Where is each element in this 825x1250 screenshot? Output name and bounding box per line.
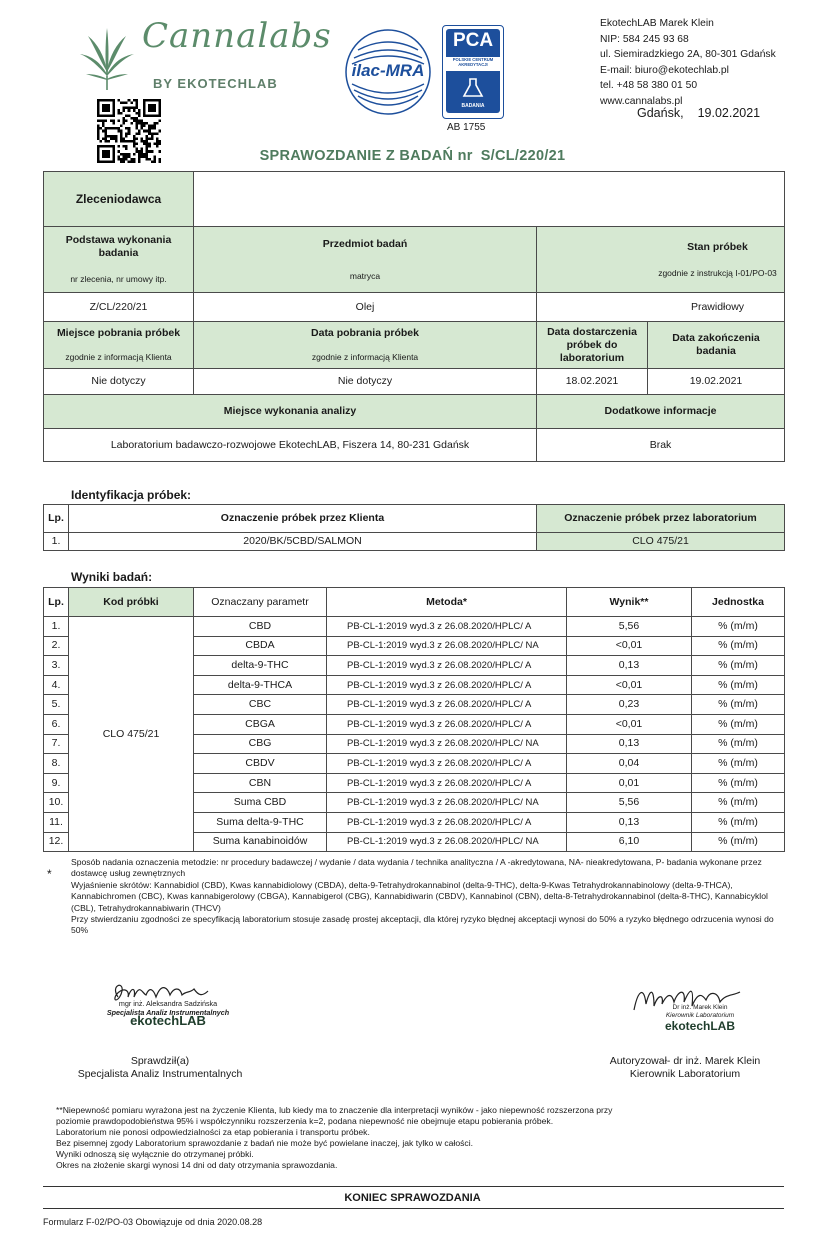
row-parameter: Suma kanabinoidów bbox=[194, 832, 327, 852]
subject-value: Olej bbox=[194, 293, 537, 322]
divider bbox=[43, 1186, 784, 1187]
analysis-place-value: Laboratorium badawczo-rozwojowe EkotechLAB, Fiszera 14, 80-231 Gdańsk bbox=[44, 429, 537, 462]
row-method: PB-CL-1:2019 wyd.3 z 26.08.2020/HPLC/ A bbox=[327, 773, 567, 793]
row-parameter: CBD bbox=[194, 617, 327, 637]
footer-note-line: poziomie prawdopodobieństwa 95% i współczynniku rozszerzenia k=2, podana niepewność nie obejmuje etapu pobierania próbek. bbox=[56, 1116, 554, 1126]
row-result: 0,13 bbox=[567, 656, 692, 676]
row-unit: % (m/m) bbox=[692, 695, 785, 715]
row-result: <0,01 bbox=[567, 636, 692, 656]
row-method: PB-CL-1:2019 wyd.3 z 26.08.2020/HPLC/ A bbox=[327, 714, 567, 734]
report-date-value: 19.02.2021 bbox=[697, 106, 761, 120]
state-label: Stan próbek bbox=[687, 240, 748, 253]
extra-info-value: Brak bbox=[537, 429, 785, 462]
row-lp: 7. bbox=[44, 734, 69, 754]
ilac-mra-text: ilac-MRA bbox=[351, 61, 425, 80]
row-unit: % (m/m) bbox=[692, 675, 785, 695]
row-method: PB-CL-1:2019 wyd.3 z 26.08.2020/HPLC/ NA bbox=[327, 832, 567, 852]
row-method: PB-CL-1:2019 wyd.3 z 26.08.2020/HPLC/ NA bbox=[327, 793, 567, 813]
sampling-date-label: Data pobrania próbek bbox=[311, 327, 419, 339]
sampling-date-header bbox=[194, 322, 537, 369]
identification-table bbox=[43, 504, 785, 551]
row-result: 0,23 bbox=[567, 695, 692, 715]
row-result: 5,56 bbox=[567, 617, 692, 637]
row-method: PB-CL-1:2019 wyd.3 z 26.08.2020/HPLC/ A bbox=[327, 656, 567, 676]
logo-subtitle: BY EKOTECHLAB bbox=[153, 76, 278, 91]
checked-by-label: Sprawdził(a) bbox=[130, 1055, 190, 1067]
id-col-client: Oznaczenie próbek przez Klienta bbox=[69, 505, 537, 533]
notes-star: * bbox=[47, 867, 52, 881]
row-lp: 12. bbox=[44, 832, 69, 852]
right-signature-caption bbox=[580, 1055, 790, 1081]
company-line: E-mail: biuro@ekotechlab.pl bbox=[600, 64, 729, 76]
company-line: NIP: 584 245 93 68 bbox=[600, 33, 689, 45]
row-lp: 9. bbox=[44, 773, 69, 793]
footer-note-line: Okres na złożenie skargi wynosi 14 dni od daty otrzymania sprawozdania. bbox=[56, 1160, 338, 1170]
logo-wordmark: Cannalabs bbox=[142, 16, 332, 56]
row-parameter: Suma delta-9-THC bbox=[194, 812, 327, 832]
state-value: Prawidłowy bbox=[537, 293, 785, 322]
order-info-table bbox=[43, 171, 785, 462]
row-parameter: CBGA bbox=[194, 714, 327, 734]
row-result: <0,01 bbox=[567, 714, 692, 734]
table-row bbox=[44, 533, 785, 551]
company-line: EkotechLAB Marek Klein bbox=[600, 18, 714, 29]
subject-header bbox=[194, 227, 537, 293]
note-line: Wyjaśnienie skrótów: Kannabidiol (CBD), Kwas kannabidiolowy (CBDA), delta-9-Tetrahydrokannabinol (delta-9-THC), delta-9-Kwas Tetrahydrokannabinolowy (delta-9-THCA), Kannabichromen (CBC), Kwas kannabigerolowy (CBGA), Kannabigerol (CBG), Kannabidiwarin (CBDV), Kannabinol (CBN), delta-8-Tetrahydrokannabinol (delta-8-THC), Kannabicyklol (CBL), Tetrahydrokannabiwarin (THCV) bbox=[71, 879, 768, 913]
right-stamp-name: Dr inż. Marek Klein bbox=[672, 1004, 728, 1011]
left-stamp-brand: ekotechLAB bbox=[130, 1013, 206, 1028]
report-title bbox=[0, 148, 825, 164]
end-of-report: KONIEC SPRAWOZDANIA bbox=[344, 1192, 481, 1204]
report-number: S/CL/220/21 bbox=[480, 148, 566, 164]
left-stamp-name: mgr inż. Aleksandra Sadzińska bbox=[118, 999, 218, 1008]
row-method: PB-CL-1:2019 wyd.3 z 26.08.2020/HPLC/ NA bbox=[327, 636, 567, 656]
row-unit: % (m/m) bbox=[692, 734, 785, 754]
row-result: 0,13 bbox=[567, 812, 692, 832]
row-result: 0,01 bbox=[567, 773, 692, 793]
client-label: Zleceniodawca bbox=[44, 172, 194, 227]
ilac-mra-logo bbox=[344, 28, 432, 116]
row-unit: % (m/m) bbox=[692, 714, 785, 734]
row-parameter: CBDA bbox=[194, 636, 327, 656]
basis-value: Z/CL/220/21 bbox=[44, 293, 194, 322]
sampling-place-header bbox=[44, 322, 194, 369]
company-line: tel. +48 58 380 01 50 bbox=[600, 80, 698, 91]
state-header bbox=[537, 227, 785, 293]
identification-heading: Identyfikacja próbek: bbox=[71, 488, 192, 502]
left-signature-caption bbox=[60, 1055, 260, 1081]
sampling-place-hint: zgodnie z informacją Klienta bbox=[65, 352, 172, 362]
row-method: PB-CL-1:2019 wyd.3 z 26.08.2020/HPLC/ A bbox=[327, 675, 567, 695]
state-hint: zgodnie z instrukcją I-01/PO-03 bbox=[658, 267, 777, 278]
row-lp: 2. bbox=[44, 636, 69, 656]
company-line: www.cannalabs.pl bbox=[600, 95, 683, 107]
row-lp: 5. bbox=[44, 695, 69, 715]
sampling-place-label: Miejsce pobrania próbek bbox=[56, 327, 181, 339]
report-title-label: SPRAWOZDANIE Z BADAŃ nr bbox=[259, 148, 473, 164]
col-unit: Jednostka bbox=[692, 588, 785, 617]
row-unit: % (m/m) bbox=[692, 754, 785, 774]
pca-logo bbox=[442, 25, 504, 119]
divider bbox=[43, 1208, 784, 1209]
footer-note-line: **Niepewność pomiaru wyrażona jest na życzenie Klienta, lub kiedy ma to znaczenie dla interpretacji wyników - jako niepewność rozszerzona przy bbox=[56, 1105, 613, 1115]
flask-icon bbox=[462, 77, 484, 99]
end-date-value: 19.02.2021 bbox=[648, 369, 785, 395]
row-lp: 1. bbox=[44, 617, 69, 637]
delivery-date-label: Data dostarczenia próbek do laboratorium bbox=[537, 322, 648, 369]
row-unit: % (m/m) bbox=[692, 773, 785, 793]
row-lp: 4. bbox=[44, 675, 69, 695]
left-stamp-role: Specjalista Analiz Instrumentalnych bbox=[106, 1007, 230, 1017]
basis-header bbox=[44, 227, 194, 293]
row-parameter: delta-9-THCA bbox=[194, 675, 327, 695]
sampling-date-hint: zgodnie z informacją Klienta bbox=[311, 352, 419, 362]
row-unit: % (m/m) bbox=[692, 636, 785, 656]
subject-label: Przedmiot badań bbox=[322, 237, 408, 250]
row-method: PB-CL-1:2019 wyd.3 z 26.08.2020/HPLC/ A bbox=[327, 812, 567, 832]
sampling-place-value: Nie dotyczy bbox=[44, 369, 194, 395]
row-lp: 8. bbox=[44, 754, 69, 774]
basis-label: Podstawa wykonania badania bbox=[65, 234, 172, 259]
form-identifier: Formularz F-02/PO-03 Obowiązuje od dnia 2020.08.28 bbox=[43, 1217, 263, 1227]
row-parameter: CBG bbox=[194, 734, 327, 754]
client-value bbox=[194, 172, 785, 227]
row-unit: % (m/m) bbox=[692, 656, 785, 676]
id-lab-code: CLO 475/21 bbox=[537, 533, 785, 551]
company-line: ul. Siemiradzkiego 2A, 80-301 Gdańsk bbox=[600, 49, 776, 60]
table-row bbox=[44, 617, 785, 637]
end-date-label: Data zakończenia badania bbox=[648, 322, 785, 369]
pca-badania: BADANIA bbox=[461, 103, 485, 109]
id-col-lp: Lp. bbox=[44, 505, 69, 533]
row-method: PB-CL-1:2019 wyd.3 z 26.08.2020/HPLC/ A bbox=[327, 617, 567, 637]
id-client-code: 2020/BK/5CBD/SALMON bbox=[69, 533, 537, 551]
results-table bbox=[43, 587, 785, 852]
analysis-place-label: Miejsce wykonania analizy bbox=[44, 395, 537, 429]
row-result: 0,04 bbox=[567, 754, 692, 774]
col-lp: Lp. bbox=[44, 588, 69, 617]
report-date bbox=[637, 106, 760, 120]
right-stamp bbox=[640, 1004, 760, 1031]
row-result: 5,56 bbox=[567, 793, 692, 813]
extra-info-label: Dodatkowe informacje bbox=[537, 395, 785, 429]
row-unit: % (m/m) bbox=[692, 812, 785, 832]
id-col-lab: Oznaczenie próbek przez laboratorium bbox=[537, 505, 785, 533]
footer-note-line: Bez pisemnej zgody Laboratorium sprawozdanie z badań nie może być powielane inaczej, jak tylko w całości. bbox=[56, 1138, 474, 1148]
row-lp: 6. bbox=[44, 714, 69, 734]
authorized-by-label: Autoryzował- dr inż. Marek Klein bbox=[609, 1055, 761, 1067]
pca-subtitle: POLSKIE CENTRUM AKREDYTACJI bbox=[452, 57, 494, 67]
delivery-date-value: 18.02.2021 bbox=[537, 369, 648, 395]
row-unit: % (m/m) bbox=[692, 832, 785, 852]
right-stamp-brand: ekotechLAB bbox=[664, 1019, 735, 1033]
subject-hint: matryca bbox=[349, 270, 381, 281]
cannabis-leaf-icon bbox=[72, 24, 142, 94]
basis-hint: nr zlecenia, nr umowy itp. bbox=[70, 274, 167, 284]
pca-text: PCA bbox=[452, 30, 494, 51]
note-line: Przy stwierdzaniu zgodności ze specyfikacją laboratorium stosuje zasadę prostej akceptacji, dla której ryzyko błędnej akceptacji wynosi do 50% a ryzyko błędnego odrzucenia wynosi do 50% bbox=[71, 914, 774, 936]
col-parameter: Oznaczany parametr bbox=[194, 588, 327, 617]
row-result: <0,01 bbox=[567, 675, 692, 695]
row-parameter: Suma CBD bbox=[194, 793, 327, 813]
row-method: PB-CL-1:2019 wyd.3 z 26.08.2020/HPLC/ A bbox=[327, 695, 567, 715]
row-result: 0,13 bbox=[567, 734, 692, 754]
footer-notes bbox=[56, 1105, 756, 1171]
row-lp: 11. bbox=[44, 812, 69, 832]
row-parameter: CBDV bbox=[194, 754, 327, 774]
row-parameter: CBC bbox=[194, 695, 327, 715]
note-line: Sposób nadania oznaczenia metodzie: nr procedury badawczej / wydanie / data wydania / technika analityczna / A -akredytowana, NA- nieakredytowana, P- badania wykonane przez dostawcę usług zewnętrznych bbox=[71, 857, 762, 879]
right-stamp-role: Kierownik Laboratorium bbox=[665, 1011, 735, 1019]
footer-note-line: Wyniki odnoszą się wyłącznie do otrzymanej próbki. bbox=[56, 1149, 254, 1159]
row-parameter: delta-9-THC bbox=[194, 656, 327, 676]
report-city: Gdańsk, bbox=[637, 106, 684, 120]
left-stamp bbox=[103, 1000, 233, 1026]
row-unit: % (m/m) bbox=[692, 793, 785, 813]
company-info bbox=[600, 16, 776, 109]
sample-code-cell: CLO 475/21 bbox=[69, 617, 194, 852]
row-result: 6,10 bbox=[567, 832, 692, 852]
id-lp: 1. bbox=[44, 533, 69, 551]
method-notes bbox=[47, 857, 777, 937]
row-method: PB-CL-1:2019 wyd.3 z 26.08.2020/HPLC/ NA bbox=[327, 734, 567, 754]
accreditation-number: AB 1755 bbox=[447, 122, 486, 133]
row-unit: % (m/m) bbox=[692, 617, 785, 637]
col-method: Metoda* bbox=[327, 588, 567, 617]
sampling-date-value: Nie dotyczy bbox=[194, 369, 537, 395]
results-heading: Wyniki badań: bbox=[71, 570, 153, 584]
row-lp: 10. bbox=[44, 793, 69, 813]
col-result: Wynik** bbox=[567, 588, 692, 617]
authorized-by-role: Kierownik Laboratorium bbox=[629, 1068, 741, 1080]
row-parameter: CBN bbox=[194, 773, 327, 793]
checked-by-role: Specjalista Analiz Instrumentalnych bbox=[77, 1068, 243, 1080]
row-method: PB-CL-1:2019 wyd.3 z 26.08.2020/HPLC/ A bbox=[327, 754, 567, 774]
footer-note-line: Laboratorium nie ponosi odpowiedzialności za etap pobierania i transportu próbek. bbox=[56, 1127, 370, 1137]
row-lp: 3. bbox=[44, 656, 69, 676]
col-sample-code: Kod próbki bbox=[69, 588, 194, 617]
